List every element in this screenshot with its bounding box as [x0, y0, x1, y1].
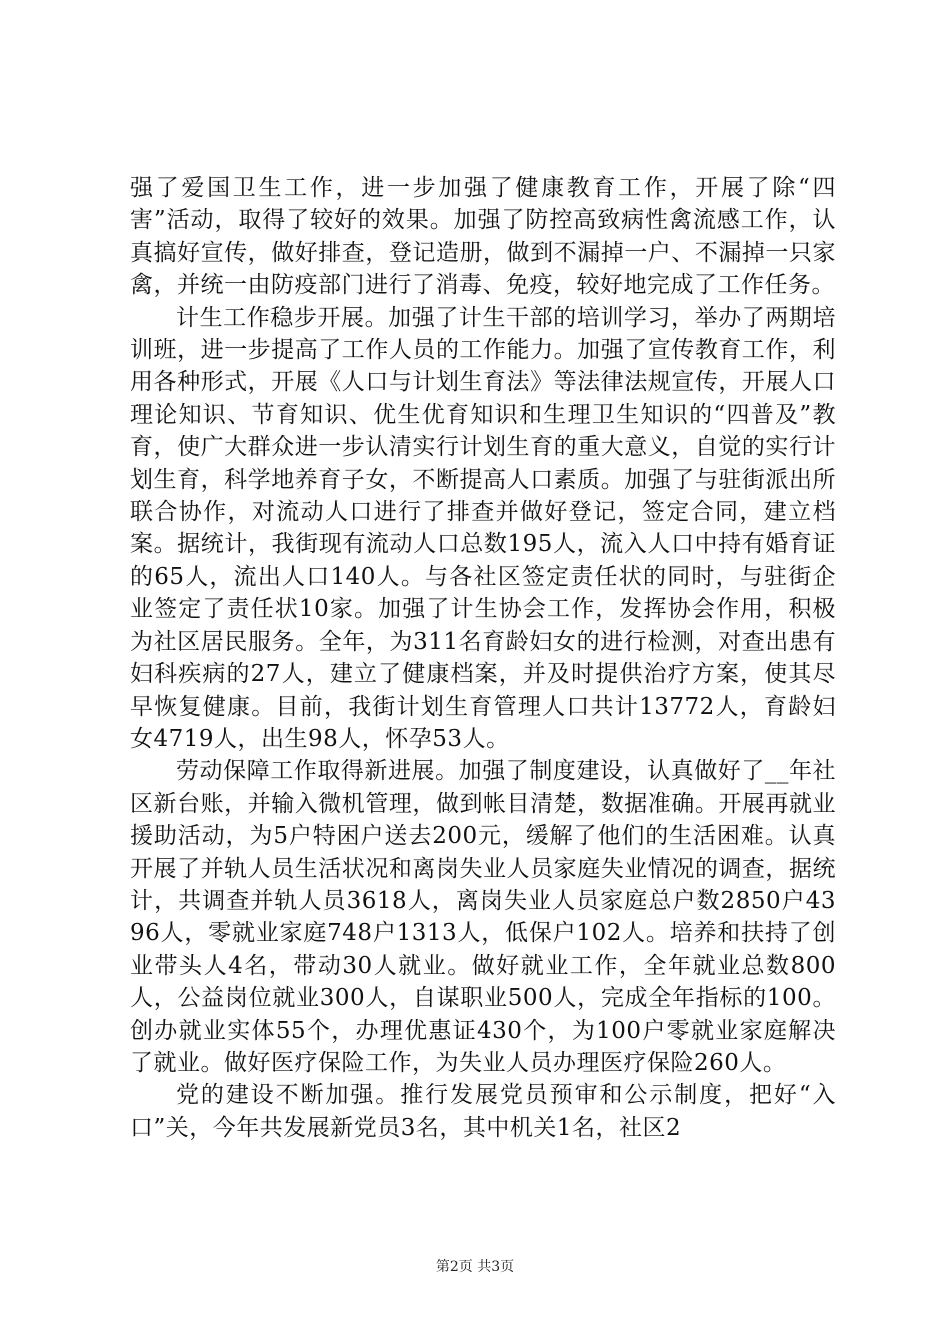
paragraph-labor-security: 劳动保障工作取得新进展。加强了制度建设，认真做好了__年社区新台账，并输入微机管理，做到帐目清楚，数据准确。开展再就业援助活动，为5户特困户送去200元，缓解了他们的生活困难。认真开展了并轨人员生活状况和离岗失业人员家庭失业情况的调查，据统计，共调查并轨人员3618人，离岗失业人员家庭总户数2850户4396人，零就业家庭748户1313人，低保户102人。培养和扶持了创业带头人4名，带动30人就业。做好就业工作，全年就业总数800人，公益岗位就业300人，自谋职业500人，完成全年指标的100。创办就业实体55个，办理优惠证430个，为100户零就业家庭解决了就业。做好医疗保险工作，为失业人员办理医疗保险260人。 [130, 758, 836, 1076]
paragraph-party-building: 党的建设不断加强。推行发展党员预审和公示制度，把好“入口”关，今年共发展新党员3名，其中机关1名，社区2 [130, 1082, 836, 1141]
paragraph-health-work: 强了爱国卫生工作，进一步加强了健康教育工作，开展了除“四害”活动，取得了较好的效果。加强了防控高致病性禽流感工作，认真搞好宣传，做好排查，登记造册，做到不漏掉一户、不漏掉一只家禽，并统一由防疫部门进行了消毒、免疫，较好地完成了工作任务。 [130, 175, 836, 299]
document-body [130, 172, 836, 1144]
page-footer: 第2页 共3页 [435, 1259, 515, 1275]
paragraph-family-planning: 计生工作稳步开展。加强了计生干部的培训学习，举办了两期培训班，进一步提高了工作人员的工作能力。加强了宣传教育工作，利用各种形式，开展《人口与计划生育法》等法律法规宣传，开展人口理论知识、节育知识、优生优育知识和生理卫生知识的“四普及”教育，使广大群众进一步认清实行计划生育的重大意义，自觉的实行计划生育，科学地养育子女，不断提高人口素质。加强了与驻街派出所联合协作，对流动人口进行了排查并做好登记，签定合同，建立档案。据统计，我街现有流动人口总数195人，流入人口中持有婚育证的65人，流出人口140人。与各社区签定责任状的同时，与驻街企业签定了责任状10家。加强了计生协会工作，发挥协会作用，积极为社区居民服务。全年，为311名育龄妇女的进行检测，对查出患有妇科疾病的27人，建立了健康档案，并及时提供治疗方案，使其尽早恢复健康。目前，我街计划生育管理人口共计13772人，育龄妇女4719人，出生98人，怀孕53人。 [130, 304, 836, 752]
